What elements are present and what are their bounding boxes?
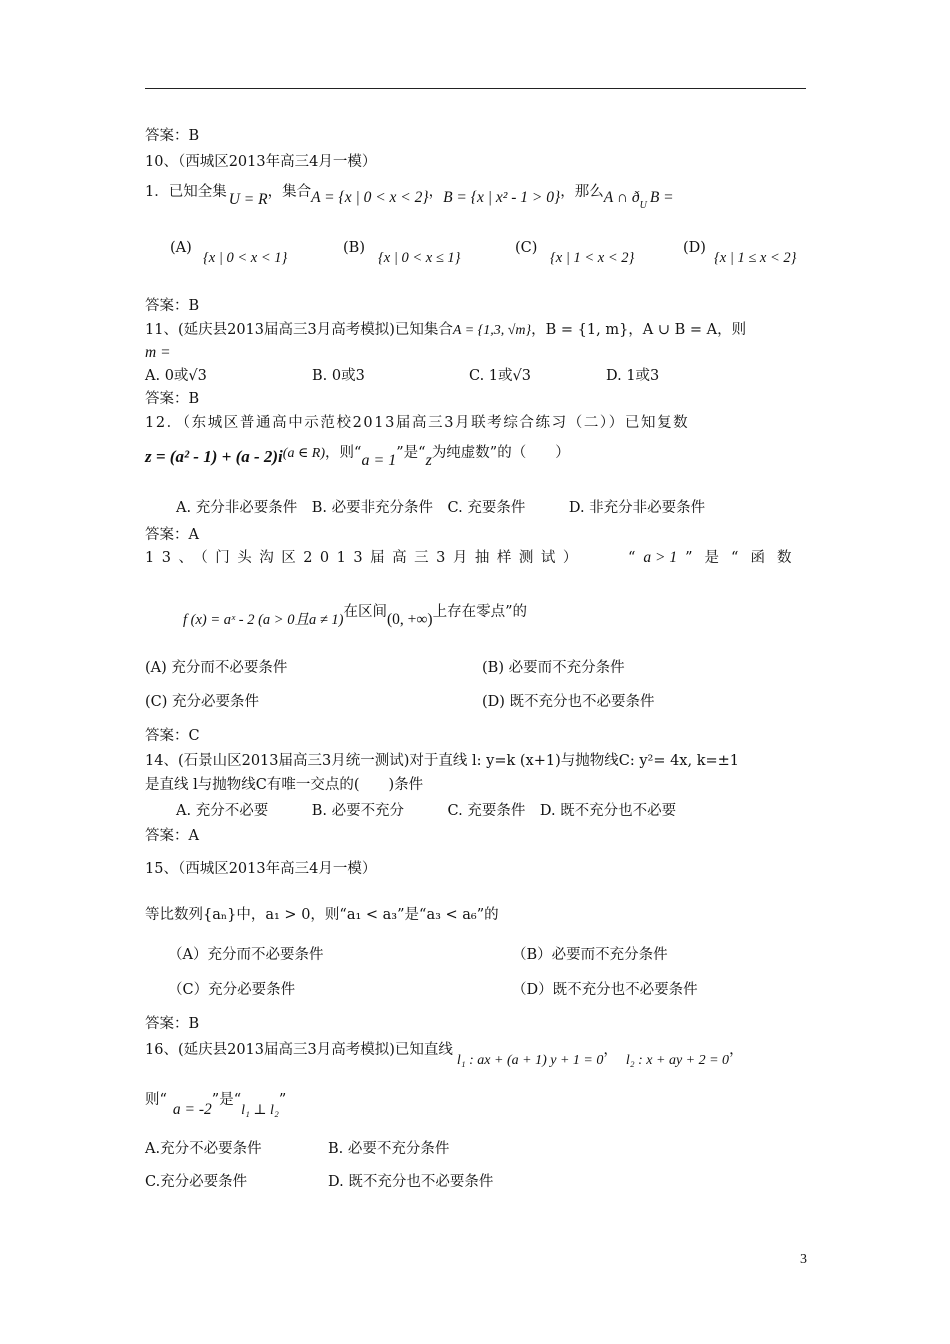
q10-option-c-label: (C): [515, 240, 538, 256]
answer-15: 答案：B: [145, 1016, 200, 1032]
q15-option-d: （D）既不充分也不必要条件: [512, 982, 698, 998]
answer-13: 答案：C: [145, 728, 200, 744]
question-11-m: m =: [145, 344, 171, 361]
question-10-stem: 1．已知全集 U = R，集合A = {x | 0 < x < 2}，B = {x | x² - 1 > 0}，那么A ∩ $ð_U$ B =: [145, 184, 674, 211]
q10-option-a-label: (A): [170, 240, 192, 256]
q11-option-a: A. 0或√3: [145, 368, 207, 384]
question-15-stem: 等比数列{aₙ}中，a₁ > 0，则“a₁ < a₃”是“a₃ < a₆”的: [145, 907, 499, 923]
q13-option-c: (C) 充分必要条件: [145, 694, 260, 710]
q16-option-b: B. 必要不充分条件: [328, 1141, 450, 1157]
question-13-header: 13、（门头沟区2013届高三3月抽样测试）: [145, 550, 585, 566]
question-14-stem-2: 是直线 l与抛物线C有唯一交点的( )条件: [145, 777, 424, 793]
q10-option-b-label: (B): [343, 240, 365, 256]
question-16-condition: 则“a = -2”是“l₁ ⊥ l₂”: [145, 1092, 287, 1118]
question-12-stem: z = (a² - 1) + (a - 2)i(a ∈ R)，则“a = 1”是“z为纯虚数”的（ ）: [145, 445, 570, 469]
q15-option-c: （C）充分必要条件: [168, 982, 296, 998]
answer-12: 答案：A: [145, 527, 199, 543]
q11-option-b: B. 0或3: [312, 368, 365, 384]
q16-option-a: A.充分不必要条件: [145, 1141, 262, 1157]
q16-option-c: C.充分必要条件: [145, 1174, 248, 1190]
q10-option-d: {x | 1 ≤ x < 2}: [714, 250, 797, 266]
page-number: 3: [800, 1252, 807, 1267]
question-10-header: 10、（西城区2013年高三4月一模）: [145, 154, 377, 170]
q12-options: A. 充分非必要条件 B. 必要非充分条件 C. 充要条件 D. 非充分非必要条件: [176, 500, 706, 516]
q13-option-b: (B) 必要而不充分条件: [482, 660, 625, 676]
q16-option-d: D. 既不充分也不必要条件: [328, 1174, 494, 1190]
question-13-cond: “ a > 1 ”是“函数: [628, 549, 804, 566]
question-14-stem: 14、(石景山区2013届高三3月统一测试)对于直线 l: y=k (x+1)与抛物线C: y²= 4x, k=±1: [145, 753, 740, 769]
q10-option-b: {x | 0 < x ≤ 1}: [378, 250, 461, 266]
q15-option-a: （A）充分而不必要条件: [168, 947, 324, 963]
q11-option-d: D. 1或3: [606, 368, 660, 384]
question-15-header: 15、（西城区2013年高三4月一模）: [145, 861, 377, 877]
q11-option-c: C. 1或√3: [469, 368, 531, 384]
question-16-stem: 16、(延庆县2013届高三3月高考模拟)已知直线l₁ : ax + (a + 1) y + 1 = 0，l₂ : x + ay + 2 = 0，: [145, 1042, 744, 1068]
q10-option-c: {x | 1 < x < 2}: [550, 250, 635, 266]
answer-10: 答案：B: [145, 298, 200, 314]
q13-option-a: (A) 充分而不必要条件: [145, 660, 288, 676]
answer-9: 答案：B: [145, 128, 200, 144]
question-13-function: f (x) = aˣ - 2 (a > 0且a ≠ 1)在区间(0, +∞)上存在零点”的: [183, 604, 528, 628]
q14-options: A. 充分不必要 B. 必要不充分 C. 充要条件 D. 既不充分也不必要: [176, 803, 677, 819]
q10-option-a: {x | 0 < x < 1}: [203, 250, 288, 266]
q13-option-d: (D) 既不充分也不必要条件: [482, 694, 655, 710]
question-11-stem: 11、(延庆县2013届高三3月高考模拟)已知集合A = {1,3, √m}，B = {1, m}，A ∪ B = A，则: [145, 322, 747, 338]
answer-14: 答案：A: [145, 828, 199, 844]
answer-11: 答案：B: [145, 391, 200, 407]
header-rule: [145, 88, 806, 89]
q15-option-b: （B）必要而不充分条件: [512, 947, 668, 963]
question-12-header: 12．（东城区普通高中示范校2013届高三3月联考综合练习（二））已知复数: [145, 415, 690, 431]
q10-option-d-label: (D): [683, 240, 706, 256]
